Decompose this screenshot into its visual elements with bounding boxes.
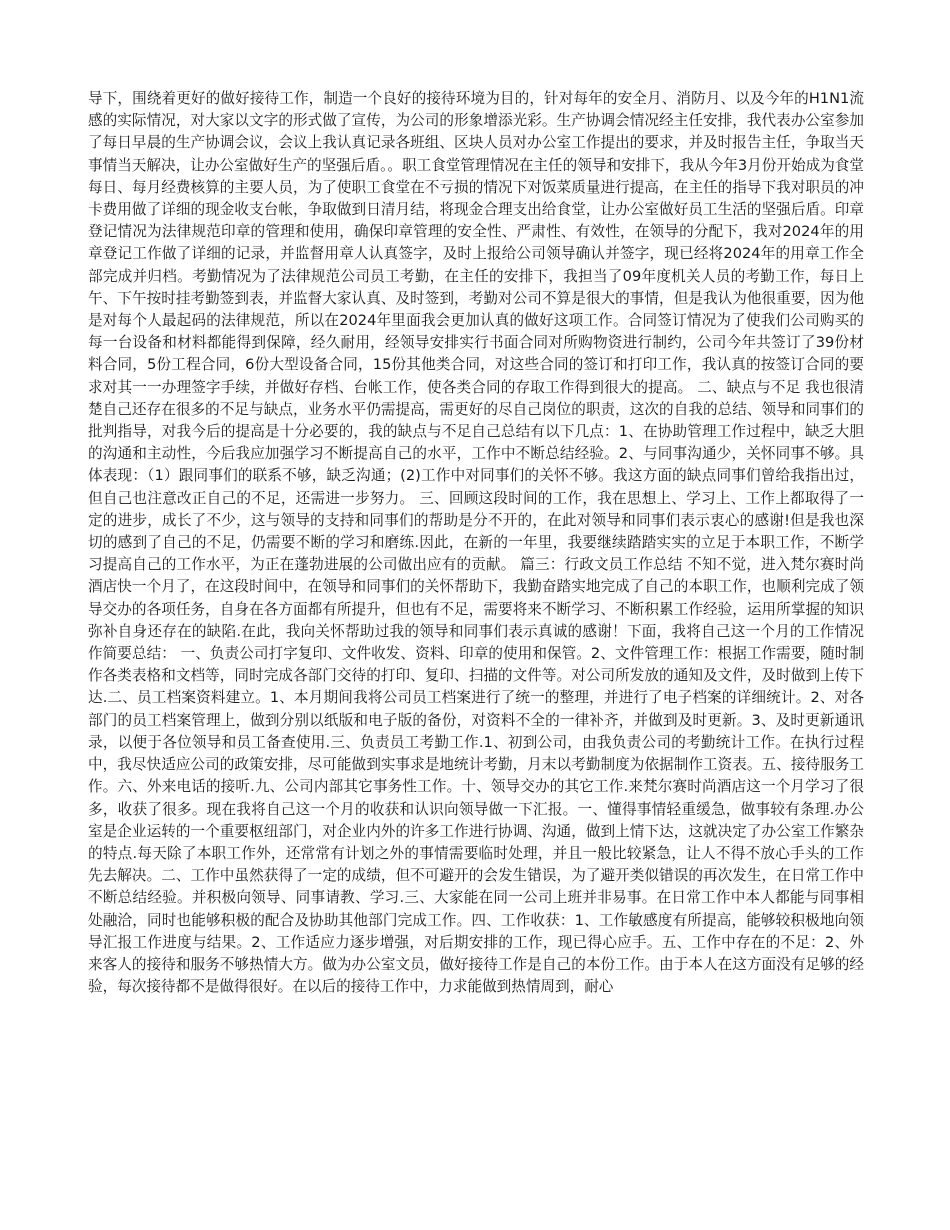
body-paragraph: 导下，围绕着更好的做好接待工作，制造一个良好的接待环境为目的，针对每年的安全月、消防月、以及今年的H1N1流感的实际情况，对大家以文字的形式做了宣传，为公司的形象增添光彩。生产协调会情况经主任安排，我代表办公室参加了每日早晨的生产协调会议，会议上我认真记录各班组、区块人员对办公室工作提出的要求，并及时报告主任，争取当天事情当天解决，让办公室做好生产的坚强后盾。。职工食堂管理情况在主任的领导和安排下，我从今年3月份开始成为食堂每日、每月经费核算的主要人员，为了使职工食堂在不亏损的情况下对饭菜质量进行提高，在主任的指导下我对职员的冲卡费用做了详细的现金收支台帐，争取做到日清月结，将现金合理支出给食堂，让办公室做好员工生活的坚强后盾。印章登记情况为法律规范印章的管理和使用，确保印章管理的安全性、严肃性、有效性，在领导的分配下，我对2024年的用章登记工作做了详细的记录，并监督用章人认真签字，及时上报给公司领导确认并签字，现已经将2024年的用章工作全部完成并归档。考勤情况为了法律规范公司员工考勤，在主任的安排下，我担当了09年度机关人员的考勤工作，每日上午、下午按时挂考勤签到表，并监督大家认真、及时签到，考勤对公司不算是很大的事情，但是我认为他很重要，因为他是对每个人最起码的法律规范，所以在2024年里面我会更加认真的做好这项工作。合同签订情况为了使我们公司购买的每一台设备和材料都能得到保障，经久耐用，经领导安排实行书面合同对所购物资进行制约，公司今年共签订了39份材料合同，5份工程合同，6份大型设备合同，15份其他类合同，对这些合同的签订和打印工作，我认真的按签订合同的要求对其一一办理签字手续，并做好存档、台帐工作，使各类合同的存取工作得到很大的提高。 二、缺点与不足 我也很清楚自己还存在很多的不足与缺点，业务水平仍需提高，需更好的尽自己岗位的职责，这次的自我的总结、领导和同事们的批判指导，对我今后的提高是十分必要的，我的缺点与不足自己总结有以下几点：1、在协助管理工作过程中，缺乏大胆的沟通和主动性，今后我应加强学习不断提高自己的水平，工作中不断总结经验。2、与同事沟通少，关怀同事不够。具体表现：（1）跟同事们的联系不够，缺乏沟通；(2)工作中对同事们的关怀不够。我这方面的缺点同事们曾给我指出过，但自己也注意改正自己的不足，还需进一步努力。 三、回顾这段时间的工作，我在思想上、学习上、工作上都取得了一定的进步，成长了不少，这与领导的支持和同事们的帮助是分不开的，在此对领导和同事们表示衷心的感谢!但是我也深切的感到了自己的不足，仍需要不断的学习和磨练.因此，在新的一年里，我要继续踏踏实实的立足于本职工作，不断学习提高自己的工作水平，为正在蓬勃进展的公司做出应有的贡献。 篇三：行政文员工作总结 不知不觉，进入梵尔赛时尚酒店快一个月了，在这段时间中，在领导和同事们的关怀帮助下，我勤奋踏实地完成了自己的本职工作，也顺利完成了领导交办的各项任务，自身在各方面都有所提升，但也有不足，需要将来不断学习、不断积累工作经验，运用所掌握的知识弥补自身还存在的缺陷.在此，我向关怀帮助过我的领导和同事们表示真诚的感谢！下面，我将自己这一个月的工作情况作简要总结： 一、负责公司打字复印、文件收发、资料、印章的使用和保管。2、文件管理工作：根据工作需要，随时制作各类表格和文档等，同时完成各部门交待的打印、复印、扫描的文件等。对公司所发放的通知及文件，及时做到上传下达.二、员工档案资料建立。1、本月期间我将公司员工档案进行了统一的整理，并进行了电子档案的详细统计。2、对各部门的员工档案管理上，做到分别以纸版和电子版的备份，对资料不全的一律补齐，并做到及时更新。3、及时更新通讯录，以便于各位领导和员工备查使用.三、负责员工考勤工作.1、初到公司，由我负责公司的考勤统计工作。在执行过程中，我尽快适应公司的政策安排，尽可能做到实事求是地统计考勤，月末以考勤制度为依据制作工资表。五、接待服务工作。六、外来电话的接听.九、公司内部其它事务性工作。十、领导交办的其它工作.来梵尔赛时尚酒店这一个月学习了很多，收获了很多。现在我将自己这一个月的收获和认识向领导做一下汇报。一、懂得事情轻重缓急，做事较有条理.办公室是企业运转的一个重要枢纽部门，对企业内外的许多工作进行协调、沟通，做到上情下达，这就决定了办公室工作繁杂的特点.每天除了本职工作外，还常常有计划之外的事情需要临时处理，并且一般比较紧急，让人不得不放心手头的工作先去解决。二、工作中虽然获得了一定的成绩，但不可避开的会发生错误，为了避开类似错误的再次发生，在日常工作中不断总结经验。并积极向领导、同事请教、学习.三、大家能在同一公司上班并非易事。在日常工作中本人都能与同事相处融洽，同时也能够积极的配合及协助其他部门完成工作。四、工作收获：1、工作敏感度有所提高，能够较积极地向领导汇报工作进度与结果。2、工作适应力逐步增强，对后期安排的工作，现已得心应手。五、工作中存在的不足：2、外来客人的接待和服务不够热情大方。做为办公室文员，做好接待工作是自己的本份工作。由于本人在这方面没有足够的经验，每次接待都不是做得很好。在以后的接待工作中，力求能做到热情周到，耐心: [88, 90, 864, 996]
document-page: [88, 88, 864, 1148]
